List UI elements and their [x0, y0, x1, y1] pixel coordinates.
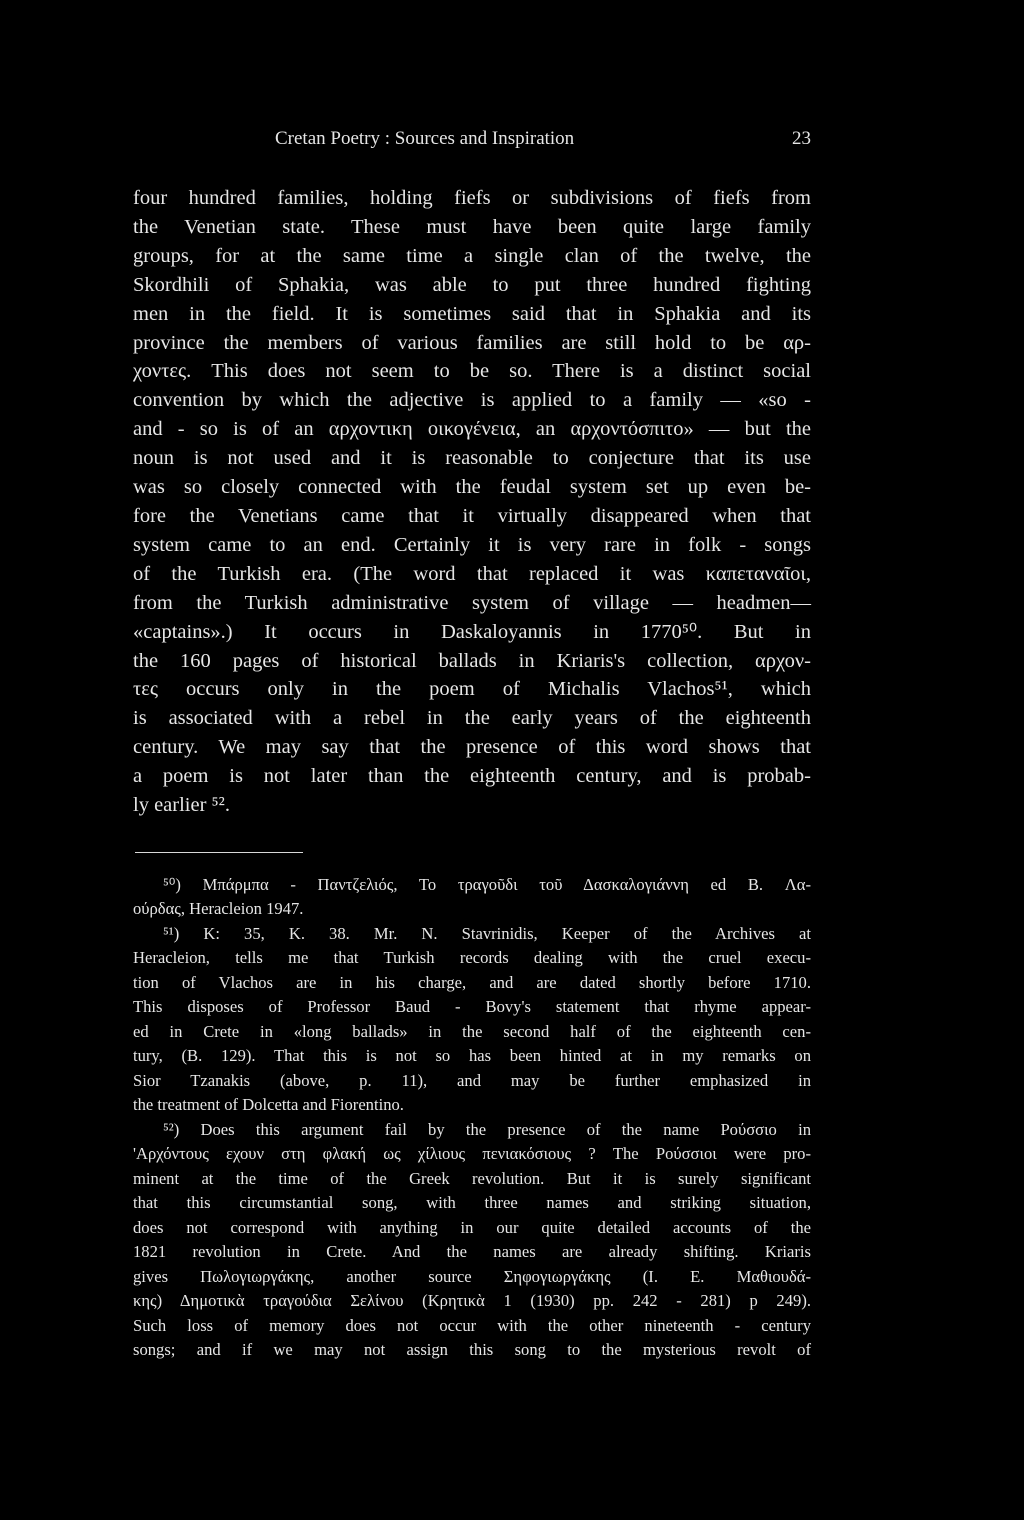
footnote-line: ούρδας, Heracleion 1947. — [133, 899, 304, 919]
body-line: fore the Venetians came that it virtually disappeared when that — [133, 504, 811, 527]
footnote-line: tury, (B. 129). That this is not so has been hinted at in my remarks on — [133, 1046, 811, 1066]
footnote-line: tion of Vlachos are in his charge, and are dated shortly before 1710. — [133, 972, 811, 992]
body-line: ly earlier ⁵². — [133, 794, 230, 817]
body-line: from the Turkish administrative system of village — headmen— — [133, 591, 811, 614]
body-line: noun is not used and it is reasonable to conjecture that its use — [133, 447, 811, 470]
footnote-line: minent at the time of the Greek revolution. But it is surely significant — [133, 1168, 811, 1188]
body-line: a poem is not later than the eighteenth century, and is probab- — [133, 765, 811, 788]
body-line: τες occurs only in the poem of Michalis Vlachos⁵¹, which — [133, 678, 811, 701]
footnote-line: ⁵²) Does this argument fail by the presence of the name Ρούσσιο in — [163, 1119, 811, 1139]
body-line: convention by which the adjective is applied to a family — «so - — [133, 389, 811, 412]
body-line: is associated with a rebel in the early years of the eighteenth — [133, 707, 811, 730]
footnote-line: ⁵⁰) Μπάρμπα - Παντζελιός, Το τραγοῦδι τοῦ Δασκαλογιάννη ed B. Λα- — [163, 874, 811, 894]
footnote-line: Such loss of memory does not occur with the other nineteenth - century — [133, 1315, 811, 1335]
book-page — [133, 128, 811, 1363]
body-line: groups, for at the same time a single clan of the twelve, the — [133, 244, 811, 267]
footnote-line: songs; and if we may not assign this song to the mysterious revolt of — [133, 1340, 811, 1360]
body-line: system came to an end. Certainly it is very rare in folk - songs — [133, 533, 811, 556]
page-header — [133, 128, 811, 158]
body-line: was so closely connected with the feudal system set up even be- — [133, 476, 811, 499]
body-line: century. We may say that the presence of this word shows that — [133, 736, 811, 759]
footnote-line: κης) Δημοτικὰ τραγούδια Σελίνου (Κρητικὰ 1 (1930) pp. 242 - 281) p 249). — [133, 1291, 811, 1311]
body-line: Skordhili of Sphakia, was able to put three hundred fighting — [133, 273, 811, 296]
body-line: the Venetian state. These must have been quite large family — [133, 215, 811, 238]
footnote-line: Heracleion, tells me that Turkish records dealing with the cruel execu- — [133, 948, 811, 968]
body-line: the 160 pages of historical ballads in Kriaris's collection, αρχον- — [133, 649, 811, 672]
body-line: four hundred families, holding fiefs or subdivisions of fiefs from — [133, 187, 811, 209]
body-line: «captains».) It occurs in Daskaloyannis in 1770⁵⁰. But in — [133, 620, 811, 643]
body-line: men in the field. It is sometimes said that in Sphakia and its — [133, 302, 811, 325]
body-line: χοντες. This does not seem to be so. There is a distinct social — [133, 360, 811, 383]
footnote-line: ed in Crete in «long ballads» in the second half of the eighteenth cen- — [133, 1021, 811, 1041]
footnotes — [133, 873, 811, 1363]
footnote-line: This disposes of Professor Baud - Bovy's statement that rhyme appear- — [133, 997, 811, 1017]
body-line: province the members of various families are still hold to be αρ- — [133, 331, 811, 354]
footnote-line: does not correspond with anything in our quite detailed accounts of the — [133, 1217, 811, 1237]
footnote-line: ⁵¹) K: 35, K. 38. Mr. N. Stavrinidis, Keeper of the Archives at — [163, 923, 811, 943]
footnote-line: the treatment of Dolcetta and Fiorentino. — [133, 1095, 404, 1115]
footnote-line: that this circumstantial song, with three names and striking situation, — [133, 1193, 811, 1213]
body-line: of the Turkish era. (The word that replaced it was καπεταναῖοι, — [133, 562, 811, 585]
running-title: Cretan Poetry : Sources and Inspiration — [275, 128, 575, 149]
footnote-line: gives Πωλογιωργάκης, another source Σηφογιωργάκης (I. E. Μαθιουδά- — [133, 1266, 811, 1286]
page-number: 23 — [792, 128, 811, 149]
body-line: and - so is of an αρχοντικη οικογένεια, an αρχοντόσπιτο» — but the — [133, 418, 811, 441]
footnote-line: 'Αρχόντους εχουν στη φλακή ως χίλιους πενιακόσιους ? The Ρούσσιοι were pro- — [133, 1144, 811, 1164]
body-text — [133, 184, 811, 820]
footnote-line: Sior Tzanakis (above, p. 11), and may be further emphasized in — [133, 1070, 811, 1090]
footnote-rule — [135, 852, 303, 853]
footnote-line: 1821 revolution in Crete. And the names are already shifting. Kriaris — [133, 1242, 811, 1262]
